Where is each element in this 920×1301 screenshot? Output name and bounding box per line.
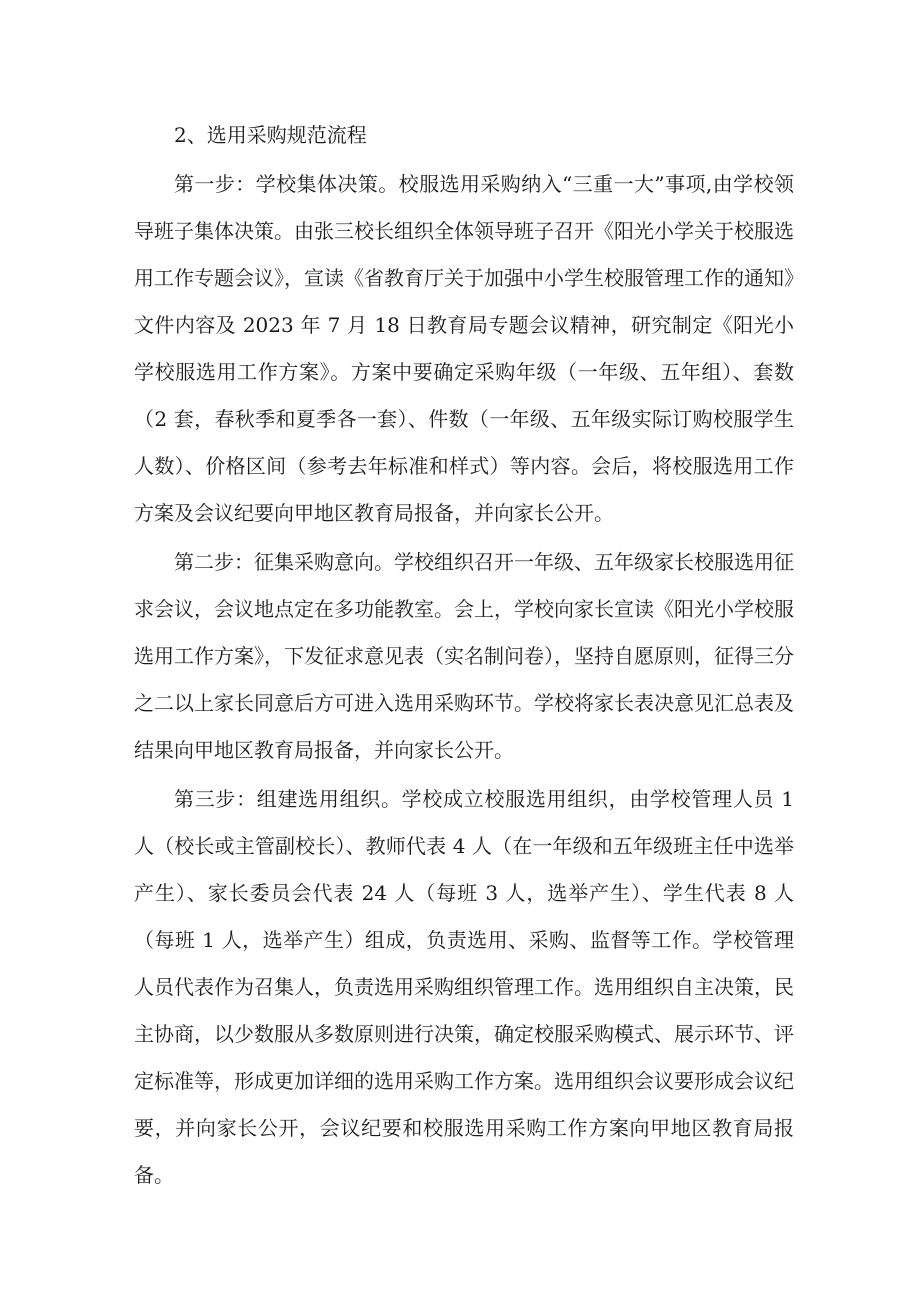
paragraph-step-three: 第三步：组建选用组织。学校成立校服选用组织，由学校管理人员 1 人（校长或主管副校长）、教师代表 4 人（在一年级和五年级班主任中选举产生）、家长委员会代表 24 人（每班 3 人，选举产生）、学生代表 8 人（每班 1 人，选举产生）组成，负责选用、采购、监督等工作。学校管理人员代表作为召集人，负责选用采购组织管理工作。选用组织自主决策，民主协商，以少数服从多数原则进行决策，确定校服采购模式、展示环节、评定标准等，形成更加详细的选用采购工作方案。选用组织会议要形成会议纪要，并向家长公开，会议纪要和校服选用采购工作方案向甲地区教育局报备。 (134, 787, 794, 1187)
paragraph-step-one: 第一步：学校集体决策。校服选用采购纳入“三重一大”事项,由学校领导班子集体决策。由张三校长组织全体领导班子召开《阳光小学关于校服选用工作专题会议》，宣读《省教育厅关于加强中小学生校服管理工作的通知》文件内容及 2023 年 7 月 18 日教育局专题会议精神，研究制定《阳光小学校服选用工作方案》。方案中要确定采购年级（一年级、五年组）、套数（2 套，春秋季和夏季各一套）、件数（一年级、五年级实际订购校服学生人数）、价格区间（参考去年标准和样式）等内容。会后，将校服选用工作方案及会议纪要向甲地区教育局报备，并向家长公开。 (134, 172, 794, 525)
document-body (134, 112, 794, 1201)
paragraph-step-two: 第二步：征集采购意向。学校组织召开一年级、五年级家长校服选用征求会议，会议地点定在多功能教室。会上，学校向家长宣读《阳光小学校服选用工作方案》，下发征求意见表（实名制问卷），坚持自愿原则，征得三分之二以上家长同意后方可进入选用采购环节。学校将家长表决意见汇总表及结果向甲地区教育局报备，并向家长公开。 (134, 550, 794, 762)
section-heading: 2、选用采购规范流程 (174, 123, 367, 147)
